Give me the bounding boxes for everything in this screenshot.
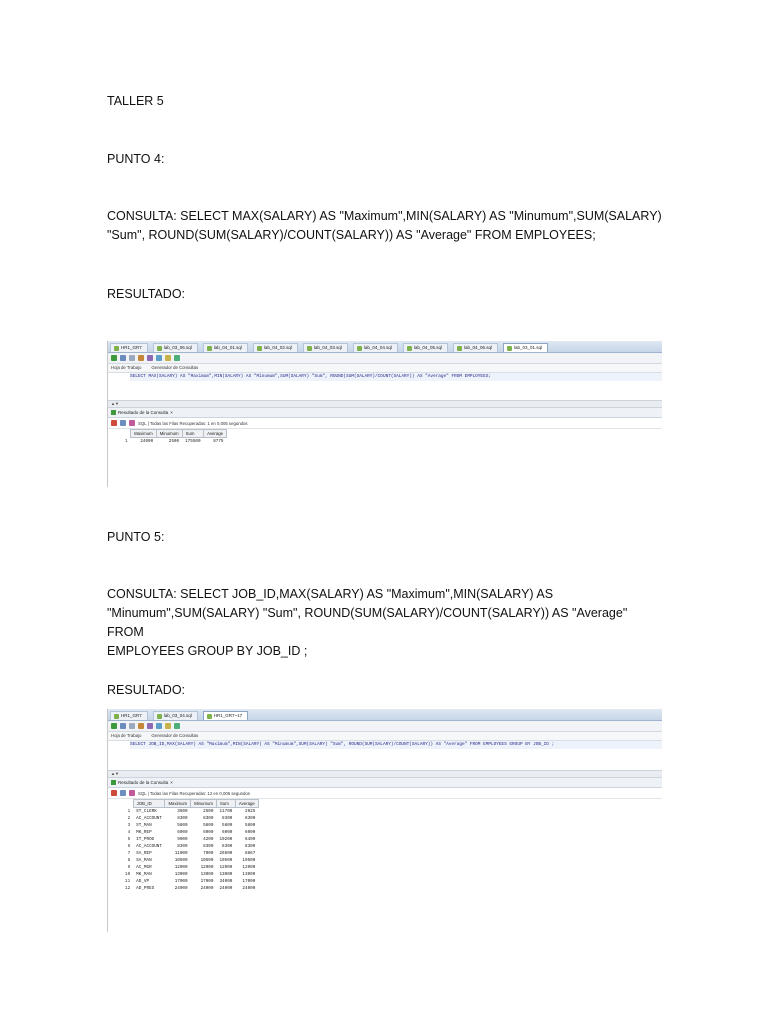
sql-editor-line: SELECT MAX(SALARY) AS "Maximum",MIN(SALARY) AS "Minumum",SUM(SALARY) "Sum", ROUND(SUM(SALARY)/COUNT(SALARY)) AS "Average" FROM EMPLOYEES;	[130, 373, 662, 381]
punto5-consulta-line1: CONSULTA: SELECT JOB_ID,MAX(SALARY) AS "Maximum",MIN(SALARY) AS	[107, 587, 554, 601]
table-cell: 3600	[177, 809, 188, 814]
column-header[interactable]: Maximum	[165, 800, 191, 808]
clear-icon[interactable]	[165, 355, 171, 361]
document-title: TALLER 5	[107, 94, 164, 108]
punto4-resultado: RESULTADO:	[107, 287, 186, 301]
results-tab-label: Resultado de la Consulta	[118, 410, 169, 415]
table-row[interactable]	[122, 815, 258, 822]
editor-tab-label: lab_04_03.sql	[313, 345, 342, 350]
refresh-icon[interactable]	[129, 420, 135, 426]
editor-tab[interactable]	[153, 343, 198, 352]
table-cell: 10500	[242, 858, 256, 863]
punto4-screenshot	[107, 341, 662, 487]
table-cell: 8300	[222, 816, 233, 821]
table-row[interactable]	[122, 822, 258, 829]
table-cell: 8300	[244, 816, 256, 821]
editor-tab-label: lab_04_06.sql	[463, 345, 492, 350]
results-toolbar	[108, 788, 662, 799]
table-row[interactable]	[122, 878, 258, 885]
table-cell: 5800	[177, 823, 188, 828]
results-grid	[122, 799, 259, 892]
column-header[interactable]: JOB_ID	[133, 800, 165, 808]
panel-splitter[interactable]: ▲▼	[108, 400, 662, 408]
row-number: 8	[127, 858, 131, 863]
tab-hoja-de-trabajo[interactable]: Hoja de Trabajo	[111, 365, 142, 370]
editor-tab-label: HR1_GR7~17	[213, 713, 243, 718]
sql-file-icon	[157, 714, 162, 719]
sql-editor-line: SELECT JOB_ID,MAX(SALARY) AS "Maximum",MIN(SALARY) AS "Minumum",SUM(SALARY) "Sum", ROUND(SUM(SALARY)/COUNT(SALARY)) AS "Average" FROM EMPLOYEES GROUP BY JOB_ID ;	[130, 741, 662, 749]
editor-tab-label: lab_03_04.sql	[163, 713, 192, 718]
close-icon[interactable]: ×	[170, 410, 173, 415]
table-cell: 9000	[177, 837, 188, 842]
editor-tab[interactable]	[503, 343, 548, 352]
table-cell: 8300	[177, 816, 188, 821]
close-icon[interactable]: ×	[170, 780, 173, 785]
autotrace-icon[interactable]	[156, 355, 162, 361]
results-status: SQL | Todas las Filas Recuperadas: 1 en 0,005 segundos	[138, 420, 248, 426]
editor-toolbar	[108, 353, 662, 364]
punto4-heading: PUNTO 4:	[107, 152, 165, 166]
table-cell: 5800	[222, 823, 233, 828]
table-cell: 5800	[244, 823, 256, 828]
row-number: 9	[127, 865, 131, 870]
editor-tab-bar	[108, 709, 662, 721]
punto5-resultado: RESULTADO:	[107, 683, 186, 697]
table-cell: 5800	[203, 823, 214, 828]
results-tab-label: Resultado de la Consulta	[118, 780, 169, 785]
table-cell: 6000	[177, 830, 188, 835]
explain-icon[interactable]	[147, 355, 153, 361]
rollback-icon[interactable]	[138, 723, 144, 729]
table-cell: 8300	[203, 816, 214, 821]
table-cell: 8867	[244, 851, 256, 856]
tab-hoja-de-trabajo[interactable]: Hoja de Trabajo	[111, 733, 142, 738]
autotrace-icon[interactable]	[156, 723, 162, 729]
row-number: 6	[127, 844, 131, 849]
table-cell: 175500	[185, 439, 201, 444]
commit-icon[interactable]	[129, 723, 135, 729]
table-cell: AD_VP	[136, 879, 150, 884]
row-number: 5	[127, 837, 131, 842]
table-cell: 12000	[200, 865, 214, 870]
panel-splitter[interactable]: ▲▼	[108, 770, 662, 778]
table-cell: 17000	[200, 879, 214, 884]
table-cell: 12000	[219, 865, 233, 870]
table-row[interactable]	[122, 885, 258, 892]
table-cell: AD_PRES	[136, 886, 155, 891]
pin-icon[interactable]	[111, 420, 117, 426]
table-cell: 24000	[219, 886, 233, 891]
table-cell: 11700	[219, 809, 233, 814]
column-header[interactable]: Average	[204, 430, 227, 438]
table-cell: 19200	[219, 837, 233, 842]
editor-tab[interactable]	[403, 343, 448, 352]
table-row[interactable]	[122, 808, 258, 816]
table-cell: 10500	[219, 858, 233, 863]
sql-file-icon	[457, 346, 462, 351]
history-icon[interactable]	[174, 723, 180, 729]
punto5-heading: PUNTO 5:	[107, 530, 165, 544]
grid-header-row	[122, 800, 258, 808]
editor-tab[interactable]	[153, 711, 198, 720]
table-cell: 2925	[244, 809, 256, 814]
table-cell: 12000	[174, 865, 188, 870]
table-cell: 24000	[200, 886, 214, 891]
table-row[interactable]	[122, 829, 258, 836]
results-toolbar	[108, 418, 662, 429]
table-cell: 2500	[203, 809, 214, 814]
table-cell: 24000	[174, 886, 188, 891]
export-icon[interactable]	[120, 790, 126, 796]
editor-tab-label: lab_04_02.sql	[263, 345, 292, 350]
tab-generador-de-consultas[interactable]: Generador de Consultas	[151, 733, 199, 738]
editor-tab-label: lab_03_01.sql	[513, 345, 543, 350]
export-icon[interactable]	[120, 420, 126, 426]
run-icon[interactable]	[111, 355, 117, 361]
table-row[interactable]	[122, 871, 258, 878]
commit-icon[interactable]	[129, 355, 135, 361]
results-tab[interactable]	[108, 778, 662, 788]
row-number: 3	[127, 823, 131, 828]
column-header[interactable]: Sum	[182, 430, 203, 438]
punto5-screenshot	[107, 709, 662, 932]
table-cell: 4200	[203, 837, 214, 842]
table-row[interactable]	[122, 438, 227, 446]
rollback-icon[interactable]	[138, 355, 144, 361]
sql-file-icon	[257, 346, 262, 351]
row-number: 1	[127, 808, 131, 814]
table-row[interactable]	[122, 857, 258, 864]
results-status: SQL | Todas las Filas Recuperadas: 12 en 0,006 segundos	[138, 790, 250, 796]
table-cell: 6400	[244, 837, 256, 842]
table-row[interactable]	[122, 850, 258, 857]
sql-file-icon	[207, 714, 212, 719]
row-number: 4	[127, 830, 131, 835]
table-row[interactable]	[122, 836, 258, 843]
grid-header-row	[122, 430, 227, 438]
table-cell: 8300	[203, 844, 214, 849]
punto5-consulta-line3: EMPLOYEES GROUP BY JOB_ID ;	[107, 644, 308, 658]
sql-file-icon	[207, 346, 212, 351]
results-icon	[111, 780, 116, 785]
editor-tab-label: HR1_GR7	[121, 345, 142, 350]
editor-tab[interactable]	[203, 343, 248, 352]
editor-tab-label: lab_04_05.sql	[413, 345, 442, 350]
table-cell: 8300	[222, 844, 233, 849]
table-cell: 8300	[244, 844, 256, 849]
table-cell: 34000	[219, 879, 233, 884]
editor-tab[interactable]	[110, 711, 148, 720]
pin-icon[interactable]	[111, 790, 117, 796]
sql-editor[interactable]	[108, 373, 662, 400]
editor-tab-label: HR1_GR7	[121, 713, 142, 718]
sql-file-icon	[307, 346, 312, 351]
table-cell: ST_CLERK	[136, 809, 157, 814]
table-row[interactable]	[122, 864, 258, 871]
refresh-icon[interactable]	[129, 790, 135, 796]
editor-tab[interactable]	[203, 711, 248, 720]
table-cell: 10500	[200, 858, 214, 863]
row-number: 2	[127, 816, 131, 821]
results-grid	[122, 429, 227, 445]
clear-icon[interactable]	[165, 723, 171, 729]
table-cell: 13000	[219, 872, 233, 877]
sql-file-icon	[357, 346, 362, 351]
row-number: 1	[125, 438, 128, 444]
punto4-consulta	[107, 207, 667, 245]
row-number-header	[122, 800, 133, 808]
table-row[interactable]	[122, 843, 258, 850]
row-number-header	[122, 430, 131, 438]
row-number: 7	[127, 851, 131, 856]
table-cell: 12000	[242, 865, 256, 870]
row-number: 10	[125, 872, 131, 877]
column-header[interactable]: Minumum	[156, 430, 182, 438]
sql-file-icon	[507, 346, 512, 351]
table-cell: 10500	[174, 858, 188, 863]
column-header[interactable]: Average	[235, 800, 258, 808]
sql-file-icon	[407, 346, 412, 351]
punto4-consulta-line1: CONSULTA: SELECT MAX(SALARY) AS "Maximum",MIN(SALARY) AS "Minumum",SUM(SALARY)	[107, 209, 662, 223]
tab-generador-de-consultas[interactable]: Generador de Consultas	[151, 365, 199, 370]
column-header[interactable]: Minumum	[191, 800, 217, 808]
table-cell: MK_REP	[136, 830, 152, 835]
editor-tab-label: lab_03_06.sql	[163, 345, 192, 350]
sql-file-icon	[157, 346, 162, 351]
table-cell: 6000	[222, 830, 233, 835]
sql-file-icon	[114, 714, 119, 719]
punto4-consulta-line2: "Sum", ROUND(SUM(SALARY)/COUNT(SALARY)) AS "Average" FROM EMPLOYEES;	[107, 228, 596, 242]
table-cell: 26600	[219, 851, 233, 856]
script-icon[interactable]	[120, 355, 126, 361]
explain-icon[interactable]	[147, 723, 153, 729]
table-cell: IT_PROG	[136, 837, 155, 842]
table-cell: 7000	[203, 851, 214, 856]
column-header[interactable]: Maximum	[131, 430, 157, 438]
results-tab[interactable]	[108, 408, 662, 418]
table-cell: 13000	[242, 872, 256, 877]
column-header[interactable]: Sum	[216, 800, 235, 808]
table-cell: ST_MAN	[136, 823, 152, 828]
editor-tab[interactable]	[353, 343, 398, 352]
table-cell: SA_REP	[136, 851, 152, 856]
row-number: 11	[125, 879, 131, 884]
table-cell: 17000	[174, 879, 188, 884]
editor-tab-bar	[108, 341, 662, 353]
editor-tab-label: lab_04_01.sql	[213, 345, 242, 350]
table-cell: 6000	[244, 830, 256, 835]
script-icon[interactable]	[120, 723, 126, 729]
table-cell: 13000	[174, 872, 188, 877]
table-cell: 11000	[174, 851, 188, 856]
table-cell: 13000	[200, 872, 214, 877]
punto5-consulta	[107, 585, 667, 661]
editor-tab[interactable]	[253, 343, 298, 352]
editor-tab[interactable]	[110, 343, 148, 352]
editor-toolbar	[108, 721, 662, 732]
table-cell: AC_MGR	[136, 865, 152, 870]
table-cell: 6000	[203, 830, 214, 835]
history-icon[interactable]	[174, 355, 180, 361]
table-cell: 8775	[213, 439, 224, 444]
editor-tab-label: lab_04_04.sql	[363, 345, 392, 350]
sql-editor[interactable]	[108, 741, 662, 770]
table-cell: MK_MAN	[136, 872, 152, 877]
table-cell: AC_ACCOUNT	[136, 816, 162, 821]
editor-tab[interactable]	[453, 343, 498, 352]
results-icon	[111, 410, 116, 415]
punto5-consulta-line2: "Minumum",SUM(SALARY) "Sum", ROUND(SUM(SALARY)/COUNT(SALARY)) AS "Average" FROM	[107, 606, 628, 639]
table-cell: 24000	[140, 439, 154, 444]
table-cell: 24000	[242, 886, 256, 891]
table-cell: 17000	[242, 879, 256, 884]
run-icon[interactable]	[111, 723, 117, 729]
editor-tab[interactable]	[303, 343, 348, 352]
table-cell: SA_MAN	[136, 858, 152, 863]
row-number: 12	[125, 886, 131, 891]
worksheet-subtabs	[108, 364, 662, 373]
sql-file-icon	[114, 346, 119, 351]
worksheet-subtabs	[108, 732, 662, 741]
table-cell: AC_ACCOUNT	[136, 844, 162, 849]
table-cell: 2500	[168, 439, 180, 444]
table-cell: 8300	[177, 844, 188, 849]
